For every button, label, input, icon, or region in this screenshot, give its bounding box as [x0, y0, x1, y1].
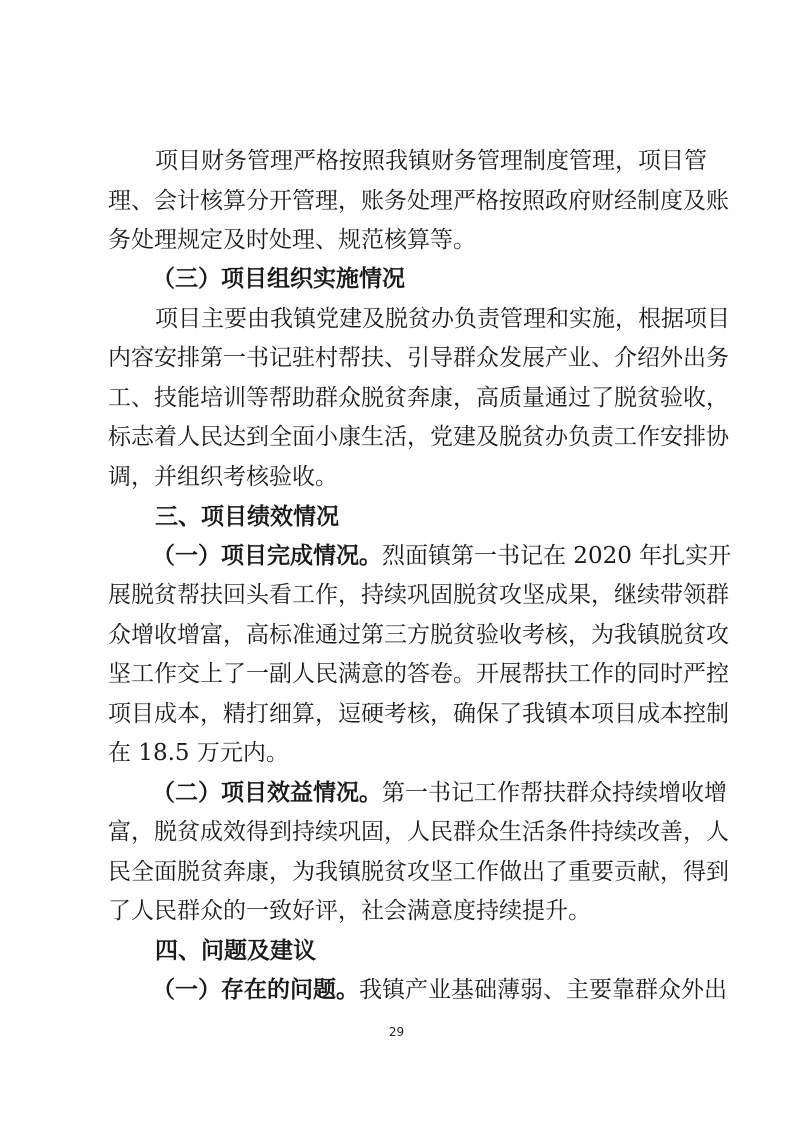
section-heading: 三、项目绩效情况: [155, 504, 339, 530]
paragraph-line: [152, 778, 727, 808]
paragraph-line: 理、会计核算分开管理，账务处理严格按照政府财经制度及账: [108, 188, 729, 214]
paragraph-line: 标志着人民达到全面小康生活，党建及脱贫办负责工作安排协: [108, 424, 729, 450]
page-number: 29: [388, 1025, 405, 1039]
paragraph-line: 展脱贫帮扶回头看工作，持续巩固脱贫攻坚成果，继续带领群: [108, 582, 729, 608]
paragraph-line: [152, 975, 727, 1005]
section-heading: 四、问题及建议: [155, 938, 316, 964]
paragraph-lead: （一）项目完成情况。: [152, 542, 382, 569]
paragraph-lead: （二）项目效益情况。: [152, 779, 382, 806]
paragraph-line: 项目成本，精打细算，逗硬考核，确保了我镇本项目成本控制: [108, 701, 729, 727]
paragraph-line: 项目财务管理严格按照我镇财务管理制度管理，项目管: [155, 148, 707, 174]
paragraph-line: 内容安排第一书记驻村帮扶、引导群众发展产业、介绍外出务: [108, 345, 729, 371]
paragraph-line: 富，脱贫成效得到持续巩固，人民群众生活条件持续改善，人: [108, 819, 729, 845]
paragraph-line: 务处理规定及时处理、规范核算等。: [108, 227, 476, 253]
paragraph-line: [152, 541, 732, 571]
paragraph-line: 众增收增富，高标准通过第三方脱贫验收考核，为我镇脱贫攻: [108, 622, 729, 648]
paragraph-text: 第一书记工作帮扶群众持续增收增: [382, 780, 727, 806]
paragraph-line: 民全面脱贫奔康，为我镇脱贫攻坚工作做出了重要贡献，得到: [108, 859, 729, 885]
paragraph-text: 我镇产业基础薄弱、主要靠群众外出: [359, 977, 727, 1003]
paragraph-line: 项目主要由我镇党建及脱贫办负责管理和实施，根据项目: [155, 306, 730, 332]
paragraph-line: 在 18.5 万元内。: [108, 740, 289, 766]
subsection-heading: （三）项目组织实施情况: [152, 266, 405, 292]
paragraph-line: 工、技能培训等帮助群众脱贫奔康，高质量通过了脱贫验收，: [108, 385, 729, 411]
paragraph-text: 烈面镇第一书记在 2020 年扎实开: [382, 543, 732, 569]
paragraph-line: 了人民群众的一致好评，社会满意度持续提升。: [108, 898, 591, 924]
paragraph-line: 坚工作交上了一副人民满意的答卷。开展帮扶工作的同时严控: [108, 661, 729, 687]
paragraph-line: 调，并组织考核验收。: [108, 464, 338, 490]
paragraph-lead: （一）存在的问题。: [152, 976, 359, 1003]
